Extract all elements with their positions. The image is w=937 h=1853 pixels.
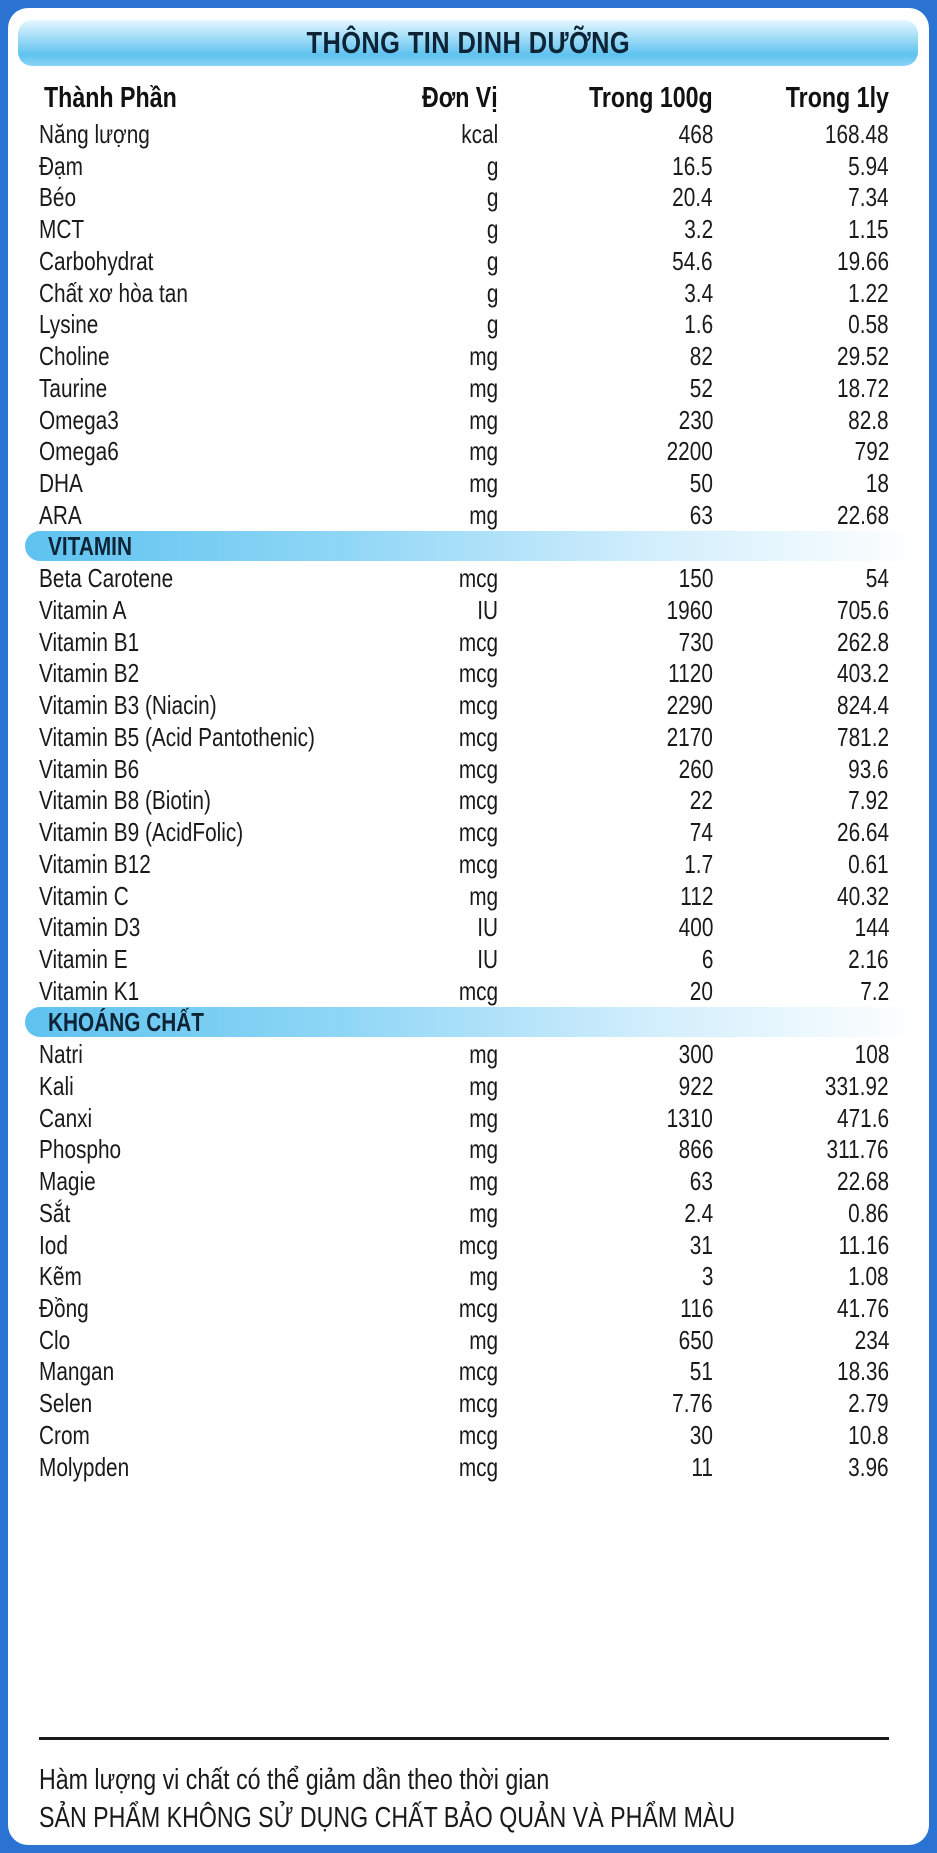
value-per-100g: 54.6 bbox=[672, 245, 713, 276]
nutrient-unit: mcg bbox=[458, 1419, 498, 1450]
value-per-100g: 300 bbox=[678, 1039, 713, 1070]
nutrient-unit: mg bbox=[469, 499, 498, 530]
table-row bbox=[8, 687, 929, 723]
value-per-serving: 18.36 bbox=[836, 1356, 889, 1387]
nutrition-card bbox=[8, 8, 929, 1845]
nutrient-unit: mg bbox=[469, 1039, 498, 1070]
nutrient-name: Carbohydrat bbox=[39, 245, 154, 276]
value-per-100g: 31 bbox=[689, 1229, 713, 1260]
value-per-100g: 50 bbox=[689, 468, 713, 499]
value-per-100g: 11 bbox=[691, 1451, 713, 1482]
nutrient-unit: g bbox=[486, 150, 498, 181]
value-per-serving: 3.96 bbox=[848, 1451, 889, 1482]
nutrient-unit: mcg bbox=[458, 563, 498, 594]
value-per-serving: 7.34 bbox=[848, 182, 889, 213]
table-row bbox=[8, 338, 929, 374]
nutrient-name: Vitamin D3 bbox=[39, 912, 141, 943]
table-header bbox=[8, 79, 929, 117]
table-row bbox=[8, 1417, 929, 1453]
value-per-100g: 16.5 bbox=[672, 150, 713, 181]
nutrient-unit: mg bbox=[469, 436, 498, 467]
table-row bbox=[8, 1322, 929, 1358]
value-per-serving: 234 bbox=[854, 1324, 889, 1355]
value-per-serving: 11.16 bbox=[838, 1229, 889, 1260]
nutrient-unit: mcg bbox=[458, 721, 498, 752]
nutrient-name: Béo bbox=[39, 182, 77, 213]
value-per-100g: 1.7 bbox=[684, 848, 713, 879]
nutrient-name: Sắt bbox=[39, 1197, 71, 1228]
nutrient-unit: mcg bbox=[458, 690, 498, 721]
nutrient-unit: IU bbox=[477, 943, 498, 974]
table-row bbox=[8, 243, 929, 279]
value-per-serving: 82.8 bbox=[848, 404, 889, 435]
nutrient-name: Taurine bbox=[39, 372, 108, 403]
table-row bbox=[8, 560, 929, 596]
nutrient-name: Mangan bbox=[39, 1356, 115, 1387]
value-per-100g: 116 bbox=[679, 1293, 713, 1323]
nutrient-unit: mg bbox=[469, 372, 498, 403]
value-per-serving: 93.6 bbox=[848, 753, 889, 784]
nutrient-unit: mg bbox=[469, 1197, 498, 1228]
value-per-serving: 19.66 bbox=[836, 245, 889, 276]
nutrient-unit: mg bbox=[469, 1102, 498, 1133]
value-per-serving: 54 bbox=[865, 563, 889, 594]
value-per-100g: 112 bbox=[679, 880, 713, 911]
value-per-100g: 730 bbox=[678, 626, 713, 657]
value-per-serving: 5.94 bbox=[848, 150, 889, 181]
nutrient-unit: kcal bbox=[461, 119, 498, 149]
table-row bbox=[8, 1036, 929, 1072]
value-per-serving: 792 bbox=[854, 436, 889, 467]
nutrient-unit: mcg bbox=[458, 785, 498, 816]
table-row bbox=[8, 148, 929, 184]
nutrient-unit: g bbox=[486, 182, 498, 213]
value-per-100g: 230 bbox=[678, 404, 713, 435]
value-per-serving: 1.22 bbox=[848, 277, 889, 308]
nutrient-name: Natri bbox=[39, 1039, 83, 1070]
value-per-100g: 1310 bbox=[666, 1102, 713, 1133]
nutrient-name: Clo bbox=[39, 1324, 71, 1355]
value-per-serving: 41.76 bbox=[836, 1293, 889, 1323]
nutrient-unit: mcg bbox=[458, 658, 498, 689]
value-per-100g: 650 bbox=[678, 1324, 713, 1355]
value-per-serving: 144 bbox=[854, 912, 889, 943]
value-per-serving: 18 bbox=[865, 468, 889, 499]
table-row bbox=[8, 655, 929, 691]
value-per-serving: 705.6 bbox=[836, 594, 889, 625]
value-per-serving: 29.52 bbox=[836, 341, 889, 372]
nutrient-name: Crom bbox=[39, 1419, 90, 1450]
nutrient-unit: mg bbox=[469, 880, 498, 911]
table-row bbox=[8, 465, 929, 501]
value-per-serving: 331.92 bbox=[825, 1070, 889, 1101]
section-label: VITAMIN bbox=[48, 530, 132, 561]
table-row bbox=[8, 624, 929, 660]
nutrient-unit: IU bbox=[477, 912, 498, 943]
nutrient-unit: g bbox=[486, 309, 498, 340]
page-title: THÔNG TIN DINH DƯỠNG bbox=[306, 25, 630, 60]
value-per-serving: 0.58 bbox=[848, 309, 889, 340]
value-per-serving: 403.2 bbox=[836, 658, 889, 689]
value-per-serving: 168.48 bbox=[825, 119, 889, 149]
value-per-100g: 400 bbox=[678, 912, 713, 943]
table-row bbox=[8, 719, 929, 755]
value-per-serving: 471.6 bbox=[836, 1102, 889, 1133]
nutrient-name: Vitamin B5 (Acid Pantothenic) bbox=[39, 721, 315, 752]
nutrient-name: Iod bbox=[39, 1229, 68, 1260]
value-per-100g: 3.4 bbox=[684, 277, 713, 308]
value-per-100g: 922 bbox=[678, 1070, 713, 1101]
value-per-serving: 2.79 bbox=[848, 1388, 889, 1419]
table-row bbox=[8, 402, 929, 438]
table-row bbox=[8, 751, 929, 787]
value-per-100g: 82 bbox=[689, 341, 713, 372]
value-per-100g: 20.4 bbox=[672, 182, 713, 213]
nutrient-unit: mg bbox=[469, 1070, 498, 1101]
section-header-2 bbox=[25, 1007, 921, 1037]
nutrient-name: Selen bbox=[39, 1388, 93, 1419]
nutrient-name: Vitamin B2 bbox=[39, 658, 140, 689]
header-name: Thành Phần bbox=[44, 82, 177, 114]
value-per-100g: 51 bbox=[689, 1356, 713, 1387]
value-per-serving: 108 bbox=[854, 1039, 889, 1070]
nutrient-unit: mg bbox=[469, 1134, 498, 1165]
table-row bbox=[8, 433, 929, 469]
nutrient-unit: mg bbox=[469, 1166, 498, 1197]
nutrient-name: Vitamin B12 bbox=[39, 848, 151, 879]
nutrient-unit: mcg bbox=[458, 848, 498, 879]
nutrient-unit: mcg bbox=[458, 1229, 498, 1260]
nutrient-unit: mg bbox=[469, 404, 498, 435]
table-row bbox=[8, 275, 929, 311]
value-per-100g: 866 bbox=[678, 1134, 713, 1165]
table-row bbox=[8, 1131, 929, 1167]
table-row bbox=[8, 941, 929, 977]
table-row bbox=[8, 1100, 929, 1136]
table-row bbox=[8, 1449, 929, 1485]
nutrient-name: Molypden bbox=[39, 1451, 130, 1482]
header-per-serving: Trong 1ly bbox=[785, 82, 889, 114]
value-per-100g: 2.4 bbox=[684, 1197, 713, 1228]
nutrient-name: Vitamin B6 bbox=[39, 753, 140, 784]
table-row bbox=[8, 1195, 929, 1231]
table-row bbox=[8, 1227, 929, 1263]
value-per-100g: 150 bbox=[678, 563, 713, 594]
nutrient-unit: IU bbox=[477, 594, 498, 625]
nutrient-name: MCT bbox=[39, 214, 85, 245]
value-per-100g: 7.76 bbox=[672, 1388, 713, 1419]
nutrient-name: Omega3 bbox=[39, 404, 119, 435]
table-row bbox=[8, 878, 929, 914]
value-per-serving: 10.8 bbox=[848, 1419, 889, 1450]
value-per-serving: 311.76 bbox=[826, 1134, 889, 1165]
table-row bbox=[8, 211, 929, 247]
nutrient-name: Lysine bbox=[39, 309, 99, 340]
section-header-1 bbox=[25, 531, 921, 561]
footnote-no-preservatives: SẢN PHẨM KHÔNG SỬ DỤNG CHẤT BẢO QUẢN VÀ PHẨM MÀU bbox=[39, 1802, 736, 1834]
value-per-100g: 63 bbox=[689, 1166, 713, 1197]
value-per-100g: 22 bbox=[689, 785, 713, 816]
nutrient-unit: g bbox=[486, 214, 498, 245]
nutrient-unit: mcg bbox=[458, 753, 498, 784]
nutrient-unit: mcg bbox=[458, 817, 498, 848]
value-per-100g: 52 bbox=[689, 372, 713, 403]
value-per-100g: 20 bbox=[689, 975, 713, 1006]
nutrient-unit: mg bbox=[469, 1261, 498, 1292]
table-row bbox=[8, 306, 929, 342]
value-per-serving: 22.68 bbox=[836, 1166, 889, 1197]
nutrient-name: Vitamin B3 (Niacin) bbox=[39, 690, 217, 721]
value-per-serving: 7.92 bbox=[848, 785, 889, 816]
nutrient-unit: mcg bbox=[458, 975, 498, 1006]
nutrient-name: Beta Carotene bbox=[39, 563, 174, 594]
table-row bbox=[8, 1353, 929, 1389]
nutrient-unit: mcg bbox=[458, 626, 498, 657]
nutrient-unit: g bbox=[486, 245, 498, 276]
value-per-100g: 3.2 bbox=[684, 214, 713, 245]
value-per-serving: 824.4 bbox=[836, 690, 889, 721]
nutrient-name: Kẽm bbox=[39, 1261, 82, 1292]
value-per-serving: 0.61 bbox=[848, 848, 889, 879]
value-per-serving: 2.16 bbox=[848, 943, 889, 974]
value-per-serving: 0.86 bbox=[848, 1197, 889, 1228]
table-row bbox=[8, 814, 929, 850]
table-row bbox=[8, 592, 929, 628]
nutrient-name: ARA bbox=[39, 499, 82, 530]
value-per-serving: 1.15 bbox=[848, 214, 889, 245]
value-per-100g: 1.6 bbox=[684, 309, 713, 340]
header-unit: Đơn Vị bbox=[422, 82, 498, 114]
nutrient-unit: mcg bbox=[458, 1293, 498, 1323]
value-per-serving: 262.8 bbox=[836, 626, 889, 657]
nutrient-name: Chất xơ hòa tan bbox=[39, 277, 188, 308]
nutrient-name: Phospho bbox=[39, 1134, 122, 1165]
table-row bbox=[8, 1290, 929, 1326]
table-row bbox=[8, 116, 929, 152]
value-per-100g: 2290 bbox=[666, 690, 713, 721]
nutrient-name: Magie bbox=[39, 1166, 96, 1197]
table-row bbox=[8, 1163, 929, 1199]
nutrient-name: Canxi bbox=[39, 1102, 93, 1133]
value-per-100g: 2170 bbox=[666, 721, 713, 752]
nutrient-unit: mcg bbox=[458, 1451, 498, 1482]
nutrient-name: Kali bbox=[39, 1070, 74, 1101]
nutrient-name: DHA bbox=[39, 468, 83, 499]
nutrient-name: Vitamin B8 (Biotin) bbox=[39, 785, 211, 816]
header-per-100g: Trong 100g bbox=[589, 82, 713, 114]
table-row bbox=[8, 909, 929, 945]
nutrient-name: Vitamin K1 bbox=[39, 975, 140, 1006]
table-row bbox=[8, 497, 929, 533]
value-per-100g: 260 bbox=[678, 753, 713, 784]
value-per-100g: 6 bbox=[701, 943, 713, 974]
nutrient-name: Vitamin B9 (AcidFolic) bbox=[39, 817, 244, 848]
nutrient-unit: mg bbox=[469, 341, 498, 372]
table-row bbox=[8, 846, 929, 882]
table-row bbox=[8, 782, 929, 818]
section-label: KHOÁNG CHẤT bbox=[48, 1006, 204, 1037]
value-per-serving: 18.72 bbox=[836, 372, 889, 403]
value-per-100g: 1120 bbox=[668, 658, 713, 689]
nutrient-name: Đạm bbox=[39, 150, 83, 181]
nutrient-unit: g bbox=[486, 277, 498, 308]
value-per-serving: 1.08 bbox=[848, 1261, 889, 1292]
nutrient-name: Omega6 bbox=[39, 436, 119, 467]
nutrient-unit: mg bbox=[469, 468, 498, 499]
table-row bbox=[8, 370, 929, 406]
footnote-decay: Hàm lượng vi chất có thể giảm dần theo thời gian bbox=[39, 1764, 550, 1796]
nutrient-name: Vitamin C bbox=[39, 880, 129, 911]
nutrient-name: Đồng bbox=[39, 1293, 89, 1323]
table-row bbox=[8, 1258, 929, 1294]
nutrient-name: Vitamin B1 bbox=[39, 626, 140, 657]
footer-divider bbox=[39, 1737, 889, 1740]
table-row bbox=[8, 1385, 929, 1421]
table-row bbox=[8, 179, 929, 215]
nutrient-unit: mcg bbox=[458, 1356, 498, 1387]
nutrient-unit: mcg bbox=[458, 1388, 498, 1419]
value-per-100g: 2200 bbox=[666, 436, 713, 467]
value-per-100g: 74 bbox=[689, 817, 713, 848]
value-per-100g: 1960 bbox=[666, 594, 713, 625]
value-per-100g: 3 bbox=[701, 1261, 713, 1292]
nutrient-name: Choline bbox=[39, 341, 110, 372]
title-bar bbox=[18, 20, 918, 66]
table-row bbox=[8, 1068, 929, 1104]
value-per-serving: 40.32 bbox=[836, 880, 889, 911]
table-row bbox=[8, 973, 929, 1009]
nutrient-unit: mg bbox=[469, 1324, 498, 1355]
value-per-serving: 26.64 bbox=[836, 817, 889, 848]
value-per-100g: 63 bbox=[689, 499, 713, 530]
nutrient-name: Năng lượng bbox=[39, 119, 150, 149]
nutrient-name: Vitamin E bbox=[39, 943, 128, 974]
value-per-serving: 7.2 bbox=[860, 975, 889, 1006]
value-per-serving: 22.68 bbox=[836, 499, 889, 530]
value-per-serving: 781.2 bbox=[836, 721, 889, 752]
nutrient-name: Vitamin A bbox=[39, 594, 127, 625]
value-per-100g: 30 bbox=[689, 1419, 713, 1450]
value-per-100g: 468 bbox=[678, 119, 713, 149]
